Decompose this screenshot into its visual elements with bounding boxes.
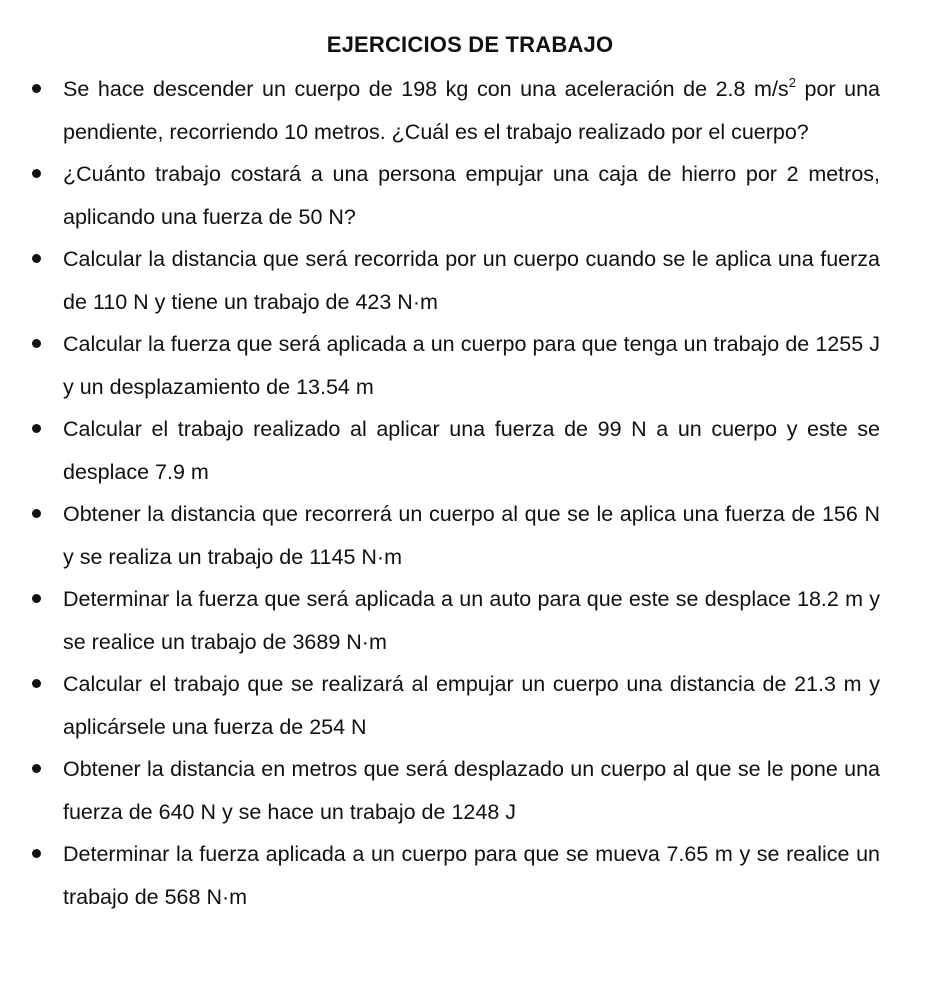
list-item [20,323,880,408]
list-item [20,153,880,238]
list-item [20,68,880,153]
list-item [20,408,880,493]
document-title: EJERCICIOS DE TRABAJO [326,32,614,57]
exercise-text: Calcular la distancia que será recorrida por un cuerpo cuando se le aplica una fuerza de 110 N y tiene un trabajo de 423 N·m [63,247,880,314]
exercise-text: Calcular el trabajo que se realizará al empujar un cuerpo una distancia de 21.3 m y aplicársele una fuerza de 254 N [63,672,880,739]
bullet-icon [32,509,41,518]
bullet-icon [32,764,41,773]
list-item [20,833,880,918]
superscript: 2 [788,75,796,90]
bullet-icon [32,594,41,603]
exercise-text: Obtener la distancia que recorrerá un cuerpo al que se le aplica una fuerza de 156 N y se realiza un trabajo de 1145 N·m [63,502,880,569]
exercise-text: ¿Cuánto trabajo costará a una persona empujar una caja de hierro por 2 metros, aplicando una fuerza de 50 N? [63,162,880,229]
list-item [20,493,880,578]
bullet-icon [32,84,41,93]
exercise-text: Se hace descender un cuerpo de 198 kg con una aceleración de 2.8 $m/s^2$ por una pendiente, recorriendo 10 metros. ¿Cuál es el trabajo realizado por el cuerpo? [63,75,880,144]
exercise-text: Determinar la fuerza que será aplicada a un auto para que este se desplace 18.2 m y se realice un trabajo de 3689 N·m [63,587,880,654]
exercise-text: Determinar la fuerza aplicada a un cuerpo para que se mueva 7.65 m y se realice un trabajo de 568 N·m [63,842,880,909]
exercise-text: Calcular el trabajo realizado al aplicar una fuerza de 99 N a un cuerpo y este se desplace 7.9 m [63,417,880,484]
exercise-list [20,68,880,918]
bullet-icon [32,169,41,178]
bullet-icon [32,679,41,688]
list-item [20,663,880,748]
bullet-icon [32,254,41,263]
bullet-icon [32,849,41,858]
exercise-text: Calcular la fuerza que será aplicada a un cuerpo para que tenga un trabajo de 1255 J y un desplazamiento de 13.54 m [63,332,880,399]
list-item [20,238,880,323]
bullet-icon [32,424,41,433]
bullet-icon [32,339,41,348]
exercise-text: Obtener la distancia en metros que será desplazado un cuerpo al que se le pone una fuerza de 640 N y se hace un trabajo de 1248 J [63,757,880,824]
list-item [20,578,880,663]
list-item [20,748,880,833]
